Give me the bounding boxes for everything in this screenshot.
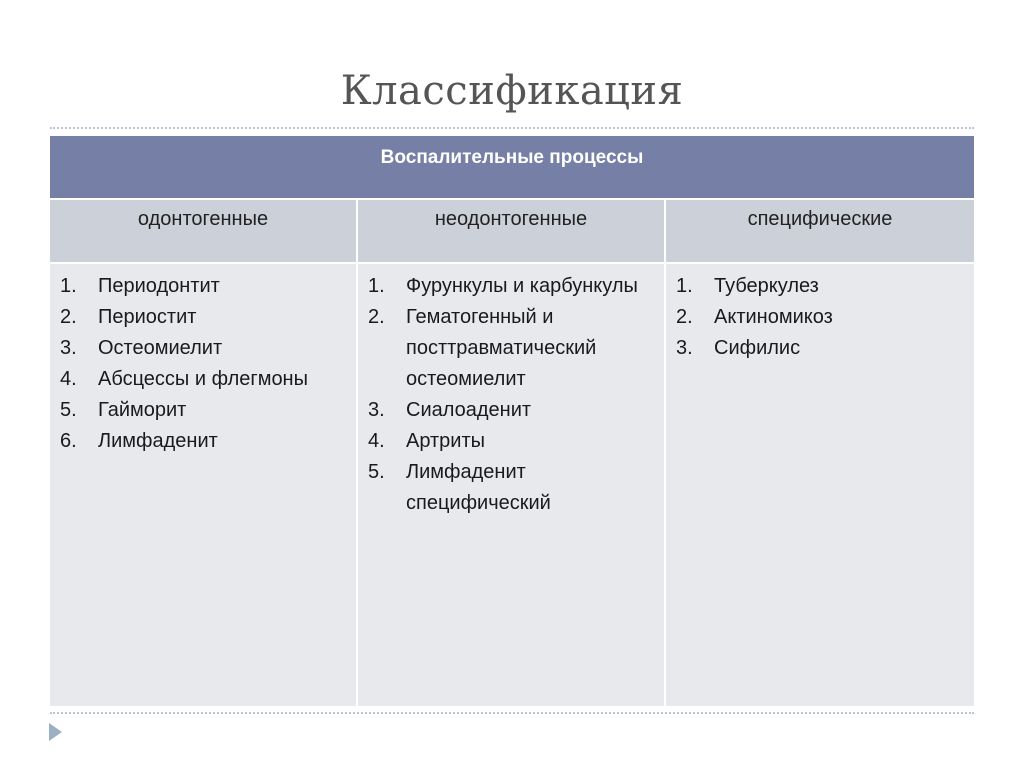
column-body-non-odontogenic — [358, 264, 664, 706]
list-item: 4. Абсцессы и флегмоны — [60, 368, 308, 390]
top-divider — [50, 127, 974, 129]
list-item: 3. Сифилис — [676, 337, 801, 359]
classification-table — [50, 136, 974, 708]
bottom-divider — [50, 712, 974, 714]
column-body-odontogenic — [50, 264, 356, 706]
list-item: 2. Периостит — [60, 306, 197, 328]
list-item: 2. Гематогенный и посттравматический остеомиелит — [368, 306, 597, 390]
list-item: 2. Актиномикоз — [676, 306, 833, 328]
slide-title: Классификация — [340, 68, 684, 114]
list-item: 1. Фурункулы и карбункулы — [368, 275, 638, 297]
list-item: 5. Гайморит — [60, 399, 187, 421]
table-header: Воспалительные процессы — [50, 136, 974, 198]
column-heading-specific: специфические — [666, 200, 974, 262]
list-item: 6. Лимфаденит — [60, 430, 218, 452]
list-item: 3. Сиалоаденит — [368, 399, 532, 421]
column-heading-non-odontogenic: неодонтогенные — [358, 200, 664, 262]
column-body-specific — [666, 264, 974, 706]
list-item: 1. Периодонтит — [60, 275, 220, 297]
list-item: 4. Артриты — [368, 430, 486, 452]
list-item: 1. Туберкулез — [676, 275, 819, 297]
list-item: 5. Лимфаденит специфический — [368, 461, 551, 514]
triangle-right-icon — [49, 723, 62, 741]
list-item: 3. Остеомиелит — [60, 337, 223, 359]
column-heading-odontogenic: одонтогенные — [50, 200, 356, 262]
